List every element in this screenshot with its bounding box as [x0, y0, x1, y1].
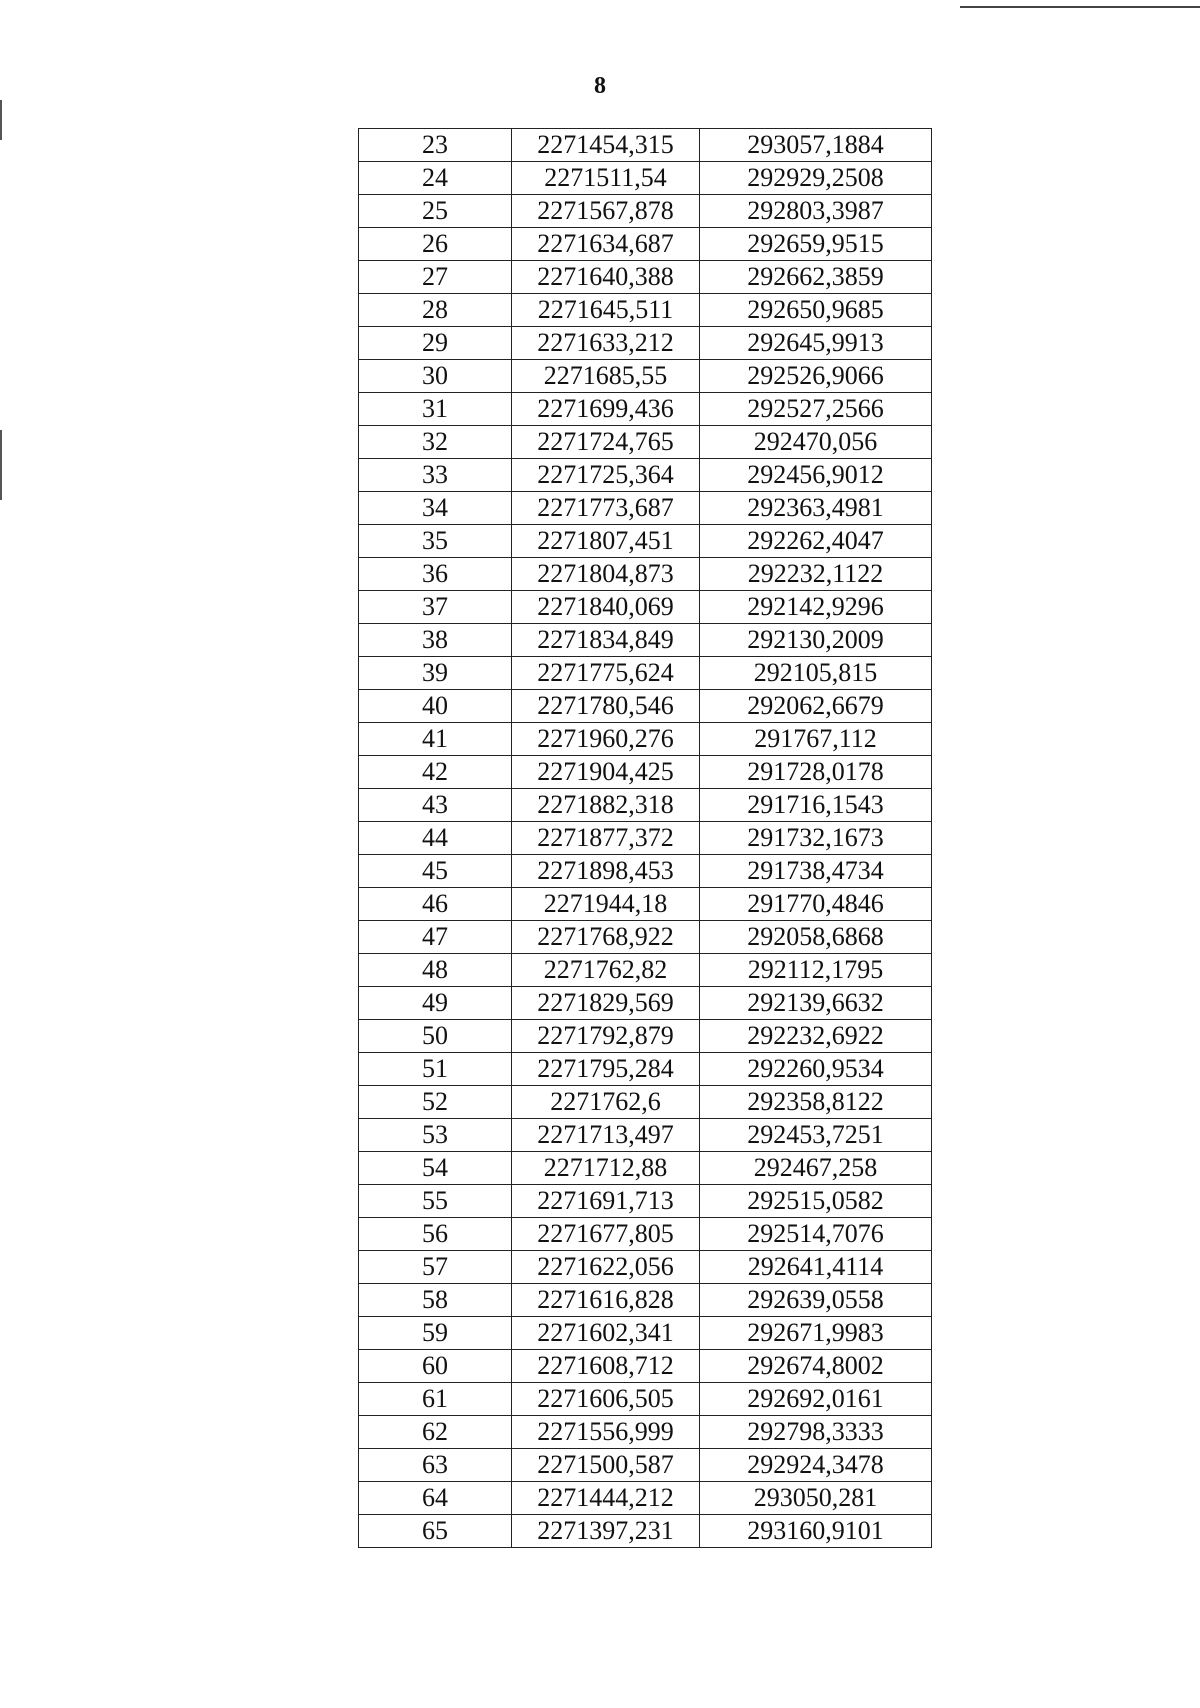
table-row [359, 624, 932, 657]
x-coordinate-cell: 2271454,315 [512, 129, 700, 162]
point-number-cell: 34 [359, 492, 512, 525]
x-coordinate-cell: 2271602,341 [512, 1317, 700, 1350]
y-coordinate-cell: 292130,2009 [700, 624, 932, 657]
x-coordinate-cell: 2271713,497 [512, 1119, 700, 1152]
x-coordinate-cell: 2271724,765 [512, 426, 700, 459]
y-coordinate-cell: 292453,7251 [700, 1119, 932, 1152]
x-coordinate-cell: 2271397,231 [512, 1515, 700, 1548]
point-number-cell: 49 [359, 987, 512, 1020]
x-coordinate-cell: 2271691,713 [512, 1185, 700, 1218]
x-coordinate-cell: 2271699,436 [512, 393, 700, 426]
coordinates-table-body [359, 129, 932, 1548]
x-coordinate-cell: 2271960,276 [512, 723, 700, 756]
y-coordinate-cell: 292112,1795 [700, 954, 932, 987]
scan-margin-mark [0, 100, 2, 140]
table-row [359, 789, 932, 822]
y-coordinate-cell: 293050,281 [700, 1482, 932, 1515]
point-number-cell: 57 [359, 1251, 512, 1284]
x-coordinate-cell: 2271807,451 [512, 525, 700, 558]
x-coordinate-cell: 2271904,425 [512, 756, 700, 789]
y-coordinate-cell: 292139,6632 [700, 987, 932, 1020]
x-coordinate-cell: 2271556,999 [512, 1416, 700, 1449]
x-coordinate-cell: 2271780,546 [512, 690, 700, 723]
x-coordinate-cell: 2271882,318 [512, 789, 700, 822]
y-coordinate-cell: 291770,4846 [700, 888, 932, 921]
x-coordinate-cell: 2271640,388 [512, 261, 700, 294]
x-coordinate-cell: 2271712,88 [512, 1152, 700, 1185]
table-row [359, 822, 932, 855]
table-row [359, 228, 932, 261]
table-row [359, 360, 932, 393]
y-coordinate-cell: 292142,9296 [700, 591, 932, 624]
x-coordinate-cell: 2271840,069 [512, 591, 700, 624]
y-coordinate-cell: 292363,4981 [700, 492, 932, 525]
table-row [359, 1383, 932, 1416]
x-coordinate-cell: 2271634,687 [512, 228, 700, 261]
point-number-cell: 29 [359, 327, 512, 360]
table-row [359, 1482, 932, 1515]
y-coordinate-cell: 292232,1122 [700, 558, 932, 591]
table-row [359, 1119, 932, 1152]
table-row [359, 1449, 932, 1482]
table-row [359, 954, 932, 987]
point-number-cell: 35 [359, 525, 512, 558]
y-coordinate-cell: 291716,1543 [700, 789, 932, 822]
point-number-cell: 28 [359, 294, 512, 327]
point-number-cell: 33 [359, 459, 512, 492]
x-coordinate-cell: 2271773,687 [512, 492, 700, 525]
table-row [359, 1053, 932, 1086]
point-number-cell: 37 [359, 591, 512, 624]
point-number-cell: 55 [359, 1185, 512, 1218]
point-number-cell: 63 [359, 1449, 512, 1482]
table-row [359, 393, 932, 426]
y-coordinate-cell: 292641,4114 [700, 1251, 932, 1284]
y-coordinate-cell: 292798,3333 [700, 1416, 932, 1449]
y-coordinate-cell: 291728,0178 [700, 756, 932, 789]
coordinates-table [358, 128, 932, 1548]
x-coordinate-cell: 2271762,82 [512, 954, 700, 987]
y-coordinate-cell: 293057,1884 [700, 129, 932, 162]
x-coordinate-cell: 2271616,828 [512, 1284, 700, 1317]
x-coordinate-cell: 2271500,587 [512, 1449, 700, 1482]
x-coordinate-cell: 2271775,624 [512, 657, 700, 690]
scan-margin-mark [0, 430, 2, 500]
table-row [359, 129, 932, 162]
table-row [359, 1416, 932, 1449]
y-coordinate-cell: 292105,815 [700, 657, 932, 690]
table-row [359, 162, 932, 195]
y-coordinate-cell: 292924,3478 [700, 1449, 932, 1482]
y-coordinate-cell: 292232,6922 [700, 1020, 932, 1053]
point-number-cell: 44 [359, 822, 512, 855]
point-number-cell: 65 [359, 1515, 512, 1548]
x-coordinate-cell: 2271606,505 [512, 1383, 700, 1416]
table-row [359, 327, 932, 360]
x-coordinate-cell: 2271898,453 [512, 855, 700, 888]
y-coordinate-cell: 292659,9515 [700, 228, 932, 261]
point-number-cell: 64 [359, 1482, 512, 1515]
x-coordinate-cell: 2271768,922 [512, 921, 700, 954]
point-number-cell: 30 [359, 360, 512, 393]
y-coordinate-cell: 292803,3987 [700, 195, 932, 228]
x-coordinate-cell: 2271795,284 [512, 1053, 700, 1086]
y-coordinate-cell: 292467,258 [700, 1152, 932, 1185]
point-number-cell: 40 [359, 690, 512, 723]
x-coordinate-cell: 2271944,18 [512, 888, 700, 921]
point-number-cell: 53 [359, 1119, 512, 1152]
y-coordinate-cell: 292514,7076 [700, 1218, 932, 1251]
point-number-cell: 36 [359, 558, 512, 591]
table-row [359, 294, 932, 327]
point-number-cell: 51 [359, 1053, 512, 1086]
point-number-cell: 54 [359, 1152, 512, 1185]
point-number-cell: 58 [359, 1284, 512, 1317]
point-number-cell: 41 [359, 723, 512, 756]
point-number-cell: 25 [359, 195, 512, 228]
point-number-cell: 42 [359, 756, 512, 789]
point-number-cell: 50 [359, 1020, 512, 1053]
x-coordinate-cell: 2271567,878 [512, 195, 700, 228]
table-row [359, 657, 932, 690]
table-row [359, 195, 932, 228]
point-number-cell: 46 [359, 888, 512, 921]
table-row [359, 987, 932, 1020]
table-row [359, 1020, 932, 1053]
point-number-cell: 38 [359, 624, 512, 657]
y-coordinate-cell: 292456,9012 [700, 459, 932, 492]
x-coordinate-cell: 2271645,511 [512, 294, 700, 327]
x-coordinate-cell: 2271762,6 [512, 1086, 700, 1119]
point-number-cell: 39 [359, 657, 512, 690]
y-coordinate-cell: 292645,9913 [700, 327, 932, 360]
table-row [359, 1350, 932, 1383]
point-number-cell: 48 [359, 954, 512, 987]
y-coordinate-cell: 292929,2508 [700, 162, 932, 195]
y-coordinate-cell: 292527,2566 [700, 393, 932, 426]
point-number-cell: 45 [359, 855, 512, 888]
x-coordinate-cell: 2271622,056 [512, 1251, 700, 1284]
y-coordinate-cell: 292674,8002 [700, 1350, 932, 1383]
x-coordinate-cell: 2271444,212 [512, 1482, 700, 1515]
table-row [359, 1086, 932, 1119]
point-number-cell: 26 [359, 228, 512, 261]
table-row [359, 426, 932, 459]
point-number-cell: 59 [359, 1317, 512, 1350]
point-number-cell: 61 [359, 1383, 512, 1416]
x-coordinate-cell: 2271633,212 [512, 327, 700, 360]
table-row [359, 855, 932, 888]
y-coordinate-cell: 292062,6679 [700, 690, 932, 723]
y-coordinate-cell: 291738,4734 [700, 855, 932, 888]
y-coordinate-cell: 292260,9534 [700, 1053, 932, 1086]
y-coordinate-cell: 292515,0582 [700, 1185, 932, 1218]
table-row [359, 1317, 932, 1350]
point-number-cell: 62 [359, 1416, 512, 1449]
table-row [359, 723, 932, 756]
table-row [359, 591, 932, 624]
table-row [359, 1284, 932, 1317]
x-coordinate-cell: 2271608,712 [512, 1350, 700, 1383]
point-number-cell: 32 [359, 426, 512, 459]
x-coordinate-cell: 2271829,569 [512, 987, 700, 1020]
point-number-cell: 27 [359, 261, 512, 294]
y-coordinate-cell: 293160,9101 [700, 1515, 932, 1548]
y-coordinate-cell: 291732,1673 [700, 822, 932, 855]
table-row [359, 492, 932, 525]
point-number-cell: 52 [359, 1086, 512, 1119]
point-number-cell: 43 [359, 789, 512, 822]
table-row [359, 1515, 932, 1548]
y-coordinate-cell: 292671,9983 [700, 1317, 932, 1350]
x-coordinate-cell: 2271792,879 [512, 1020, 700, 1053]
y-coordinate-cell: 291767,112 [700, 723, 932, 756]
y-coordinate-cell: 292526,9066 [700, 360, 932, 393]
table-row [359, 558, 932, 591]
page-number: 8 [594, 73, 606, 99]
y-coordinate-cell: 292639,0558 [700, 1284, 932, 1317]
point-number-cell: 56 [359, 1218, 512, 1251]
table-row [359, 1218, 932, 1251]
table-row [359, 921, 932, 954]
x-coordinate-cell: 2271725,364 [512, 459, 700, 492]
point-number-cell: 24 [359, 162, 512, 195]
x-coordinate-cell: 2271511,54 [512, 162, 700, 195]
table-row [359, 1251, 932, 1284]
scan-edge-rule [960, 6, 1200, 8]
y-coordinate-cell: 292692,0161 [700, 1383, 932, 1416]
x-coordinate-cell: 2271834,849 [512, 624, 700, 657]
point-number-cell: 23 [359, 129, 512, 162]
x-coordinate-cell: 2271804,873 [512, 558, 700, 591]
point-number-cell: 60 [359, 1350, 512, 1383]
point-number-cell: 47 [359, 921, 512, 954]
table-row [359, 888, 932, 921]
table-row [359, 1152, 932, 1185]
table-row [359, 525, 932, 558]
y-coordinate-cell: 292650,9685 [700, 294, 932, 327]
point-number-cell: 31 [359, 393, 512, 426]
table-row [359, 459, 932, 492]
y-coordinate-cell: 292262,4047 [700, 525, 932, 558]
y-coordinate-cell: 292358,8122 [700, 1086, 932, 1119]
y-coordinate-cell: 292058,6868 [700, 921, 932, 954]
x-coordinate-cell: 2271677,805 [512, 1218, 700, 1251]
x-coordinate-cell: 2271685,55 [512, 360, 700, 393]
y-coordinate-cell: 292470,056 [700, 426, 932, 459]
table-row [359, 756, 932, 789]
y-coordinate-cell: 292662,3859 [700, 261, 932, 294]
table-row [359, 261, 932, 294]
x-coordinate-cell: 2271877,372 [512, 822, 700, 855]
table-row [359, 690, 932, 723]
table-row [359, 1185, 932, 1218]
